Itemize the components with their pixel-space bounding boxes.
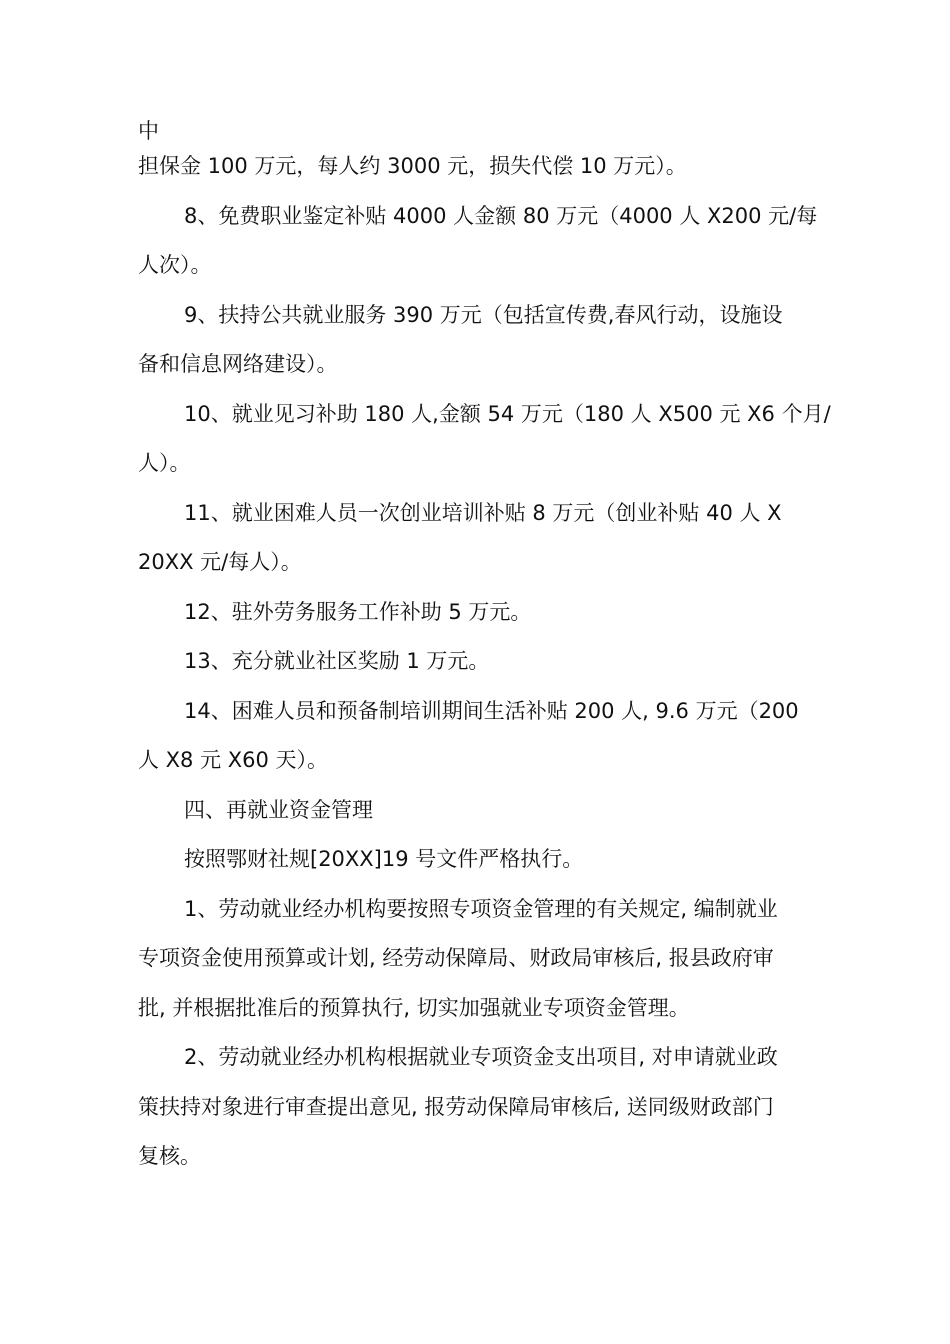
body-line: 1、劳动就业经办机构要按照专项资金管理的有关规定, 编制就业 [184, 896, 778, 921]
body-line: 批, 并根据批准后的预算执行, 切实加强就业专项资金管理。 [138, 995, 690, 1020]
body-line: 9、扶持公共就业服务 390 万元（包括宣传费,春风行动，设施设 [184, 302, 783, 327]
body-line: 复核。 [138, 1144, 201, 1168]
body-line: 20XX 元/每人）。 [138, 550, 302, 574]
body-line: 按照鄂财社规[20XX]19 号文件严格执行。 [184, 847, 584, 871]
page-top-fragment: 中 [138, 119, 159, 143]
body-line: 8、免费职业鉴定补贴 4000 人金额 80 万元（4000 人 X200 元/每 [184, 203, 818, 228]
body-line: 人 X8 元 X60 天）。 [138, 748, 329, 772]
section-heading: 四、再就业资金管理 [184, 797, 373, 822]
body-line: 2、劳动就业经办机构根据就业专项资金支出项目, 对申请就业政 [184, 1045, 778, 1069]
body-line: 备和信息网络建设）。 [138, 352, 338, 376]
body-line: 10、就业见习补助 180 人,金额 54 万元（180 人 X500 元 X6 个月/ [184, 401, 831, 426]
body-line: 12、驻外劳务服务工作补助 5 万元。 [184, 599, 532, 624]
body-line: 13、充分就业社区奖励 1 万元。 [184, 649, 490, 673]
body-line: 人）。 [138, 451, 191, 475]
body-line: 专项资金使用预算或计划, 经劳动保障局、财政局审核后, 报县政府审 [138, 946, 774, 970]
body-line: 14、困难人员和预备制培训期间生活补贴 200 人, 9.6 万元（200 [184, 698, 799, 723]
document-body [138, 142, 831, 1182]
body-line: 策扶持对象进行审查提出意见, 报劳动保障局审核后, 送同级财政部门 [138, 1094, 774, 1119]
body-line: 人次）。 [138, 253, 212, 277]
body-line: 担保金 100 万元，每人约 3000 元，损失代偿 10 万元）。 [138, 154, 687, 178]
body-line: 11、就业困难人员一次创业培训补贴 8 万元（创业补贴 40 人 X [184, 500, 782, 525]
